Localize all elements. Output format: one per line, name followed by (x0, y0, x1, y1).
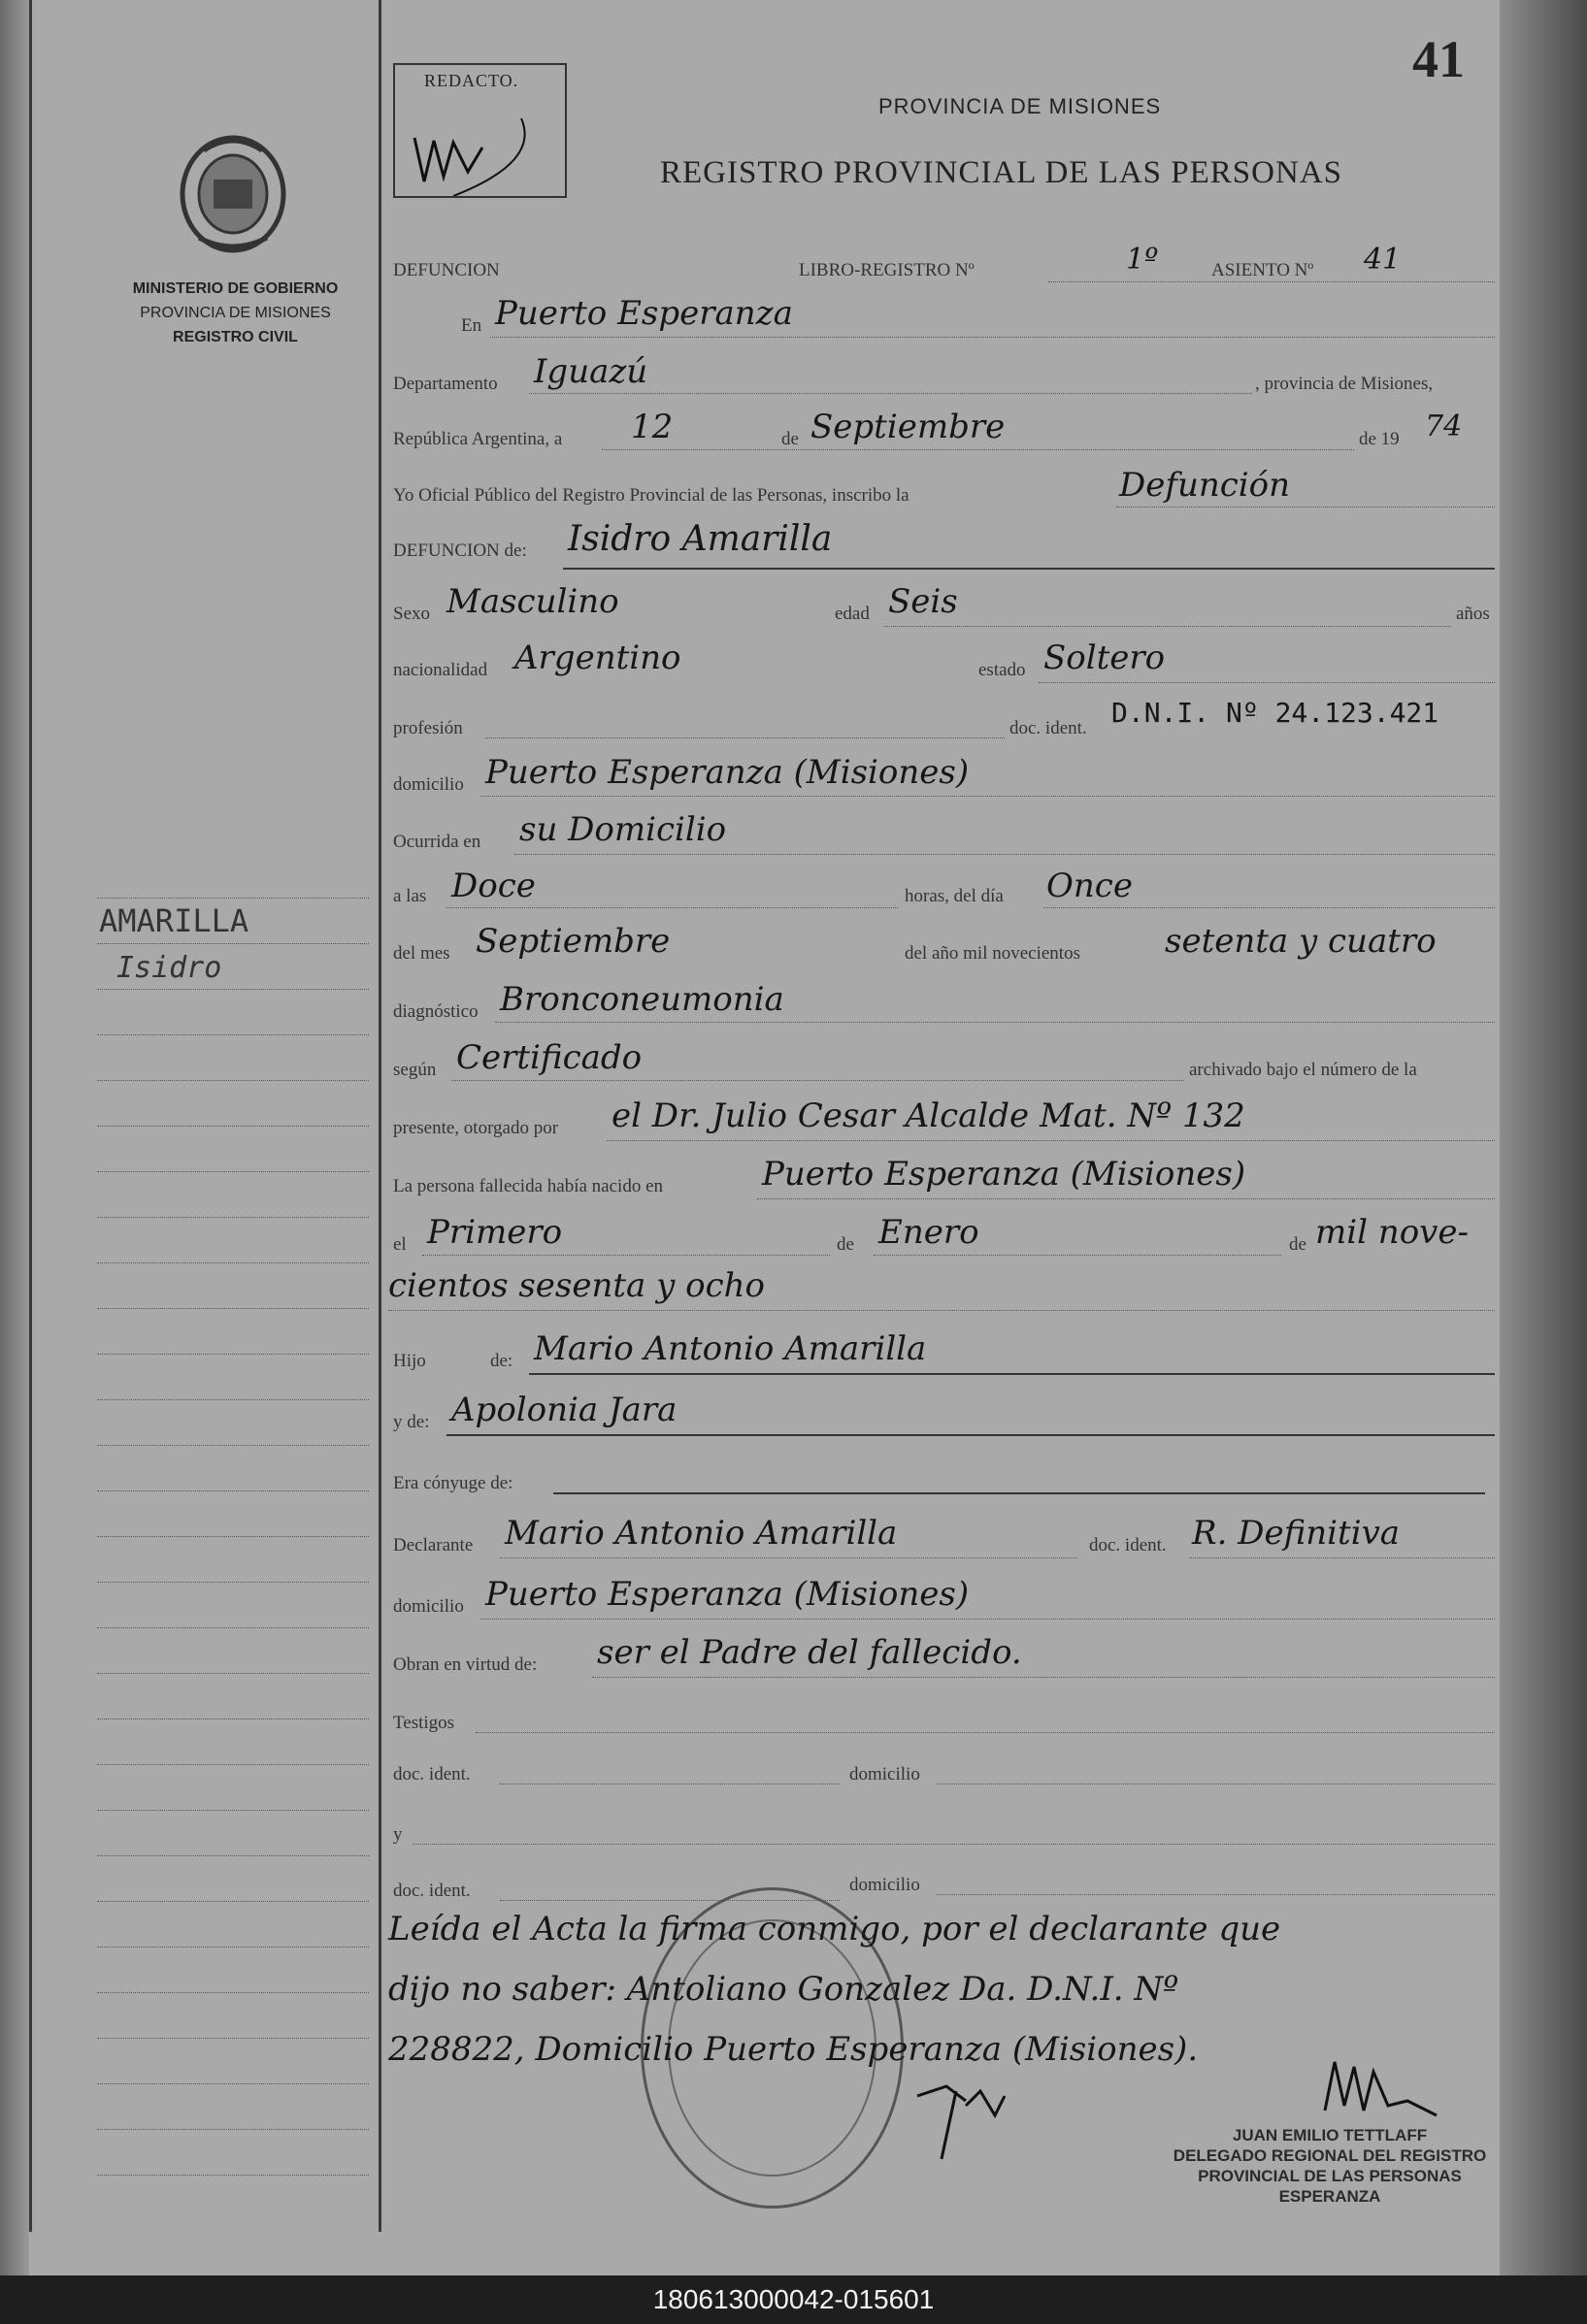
side-given-name: Isidro (116, 951, 222, 985)
rule (937, 1894, 1495, 1895)
rule (1039, 682, 1495, 683)
nacido-value: Puerto Esperanza (Misiones) (762, 1155, 1246, 1194)
y-de-label: y de: (393, 1412, 430, 1432)
rule (529, 393, 1252, 394)
de19-label: de 19 (1359, 429, 1400, 449)
official-location: ESPERANZA (1278, 2187, 1381, 2206)
el-value: Primero (427, 1213, 563, 1252)
margin-rule (97, 989, 369, 990)
official-name-stamp (1165, 2125, 1495, 2207)
official-title: DELEGADO REGIONAL DEL REGISTRO (1173, 2146, 1487, 2165)
rule (495, 1022, 1495, 1023)
declarante-label: Declarante (393, 1535, 474, 1555)
departamento-value: Iguazú (534, 352, 648, 391)
margin-rule (97, 1445, 369, 1446)
el-label: el (393, 1234, 407, 1255)
ocurrida-value: su Domicilio (519, 810, 727, 849)
rule (485, 737, 1005, 738)
margin-rule (97, 1992, 369, 1993)
decl-dom-label: domicilio (393, 1596, 464, 1617)
margin-rule (97, 1764, 369, 1765)
rule (480, 1619, 1495, 1620)
ministry-heading (107, 277, 364, 349)
obran-value: ser el Padre del fallecido. (597, 1633, 1022, 1672)
estado-label: estado (978, 660, 1026, 680)
y-de-value: Apolonia Jara (451, 1391, 678, 1429)
rule (874, 1255, 1281, 1256)
margin-rule (97, 1171, 369, 1172)
rule (757, 1198, 1495, 1199)
obran-label: Obran en virtud de: (393, 1654, 538, 1675)
departamento-label: Departamento (393, 374, 498, 394)
margin-rule (97, 943, 369, 944)
libro-value: 1º (1126, 243, 1159, 277)
margin-rule (97, 1855, 369, 1856)
redacto-signature-icon (395, 65, 565, 196)
margin-rule (97, 1718, 369, 1719)
t1-doc-label: doc. ident. (393, 1764, 471, 1784)
margin-rule (97, 1080, 369, 1081)
binding-edge-line (29, 0, 32, 2232)
margin-rule (97, 1399, 369, 1400)
presente-label: presente, otorgado por (393, 1118, 559, 1138)
margin-rule (97, 1627, 369, 1628)
diagnostico-label: diagnóstico (393, 1001, 479, 1022)
rule (490, 337, 1495, 338)
anio-mil-label: del año mil novecientos (905, 943, 1080, 964)
sexo-label: Sexo (393, 604, 430, 624)
margin-rule (97, 1810, 369, 1811)
margin-rule (97, 2175, 369, 2176)
province-header: PROVINCIA DE MISIONES (878, 94, 1162, 118)
redacto-label: REDACTO. (424, 71, 519, 90)
ministry-line-2: PROVINCIA DE MISIONES (140, 305, 331, 321)
margin-rule (97, 1217, 369, 1218)
presente-value: el Dr. Julio Cesar Alcalde Mat. Nº 132 (612, 1097, 1245, 1135)
ministry-line-1: MINISTERIO DE GOBIERNO (132, 280, 339, 297)
mes-value: Septiembre (810, 408, 1006, 446)
defuncion-type-label: DEFUNCION (393, 260, 500, 280)
segun-value: Certificado (456, 1038, 643, 1077)
rule (500, 1557, 1077, 1558)
rule (514, 854, 1495, 855)
image-id-footer (0, 2275, 1587, 2324)
anios-label: años (1456, 604, 1490, 624)
t2-doc-label: doc. ident. (393, 1881, 471, 1901)
rule (563, 568, 1495, 570)
domicilio-label: domicilio (393, 774, 464, 795)
oficial-value: Defunción (1119, 466, 1291, 505)
rule (388, 1310, 1495, 1311)
continuation-value: cientos sesenta y ocho (388, 1266, 765, 1305)
margin-rule (97, 1126, 369, 1127)
del-mes-label: del mes (393, 943, 450, 964)
domicilio-value: Puerto Esperanza (Misiones) (485, 753, 970, 792)
de3-value: mil nove- (1315, 1213, 1469, 1252)
de-label: de (781, 429, 799, 449)
provincia-suffix: , provincia de Misiones, (1255, 374, 1434, 394)
rule (602, 449, 1354, 450)
margin-rule (97, 1582, 369, 1583)
edad-label: edad (835, 604, 870, 624)
hijo-label: Hijo (393, 1351, 426, 1371)
hijo-value: Mario Antonio Amarilla (534, 1329, 927, 1368)
rule (422, 1255, 830, 1256)
defuncion-de-label: DEFUNCION de: (393, 540, 527, 561)
edad-value: Seis (888, 582, 958, 621)
horas-label: horas, del día (905, 886, 1004, 906)
margin-rule (97, 1490, 369, 1491)
official-name: JUAN EMILIO TETTLAFF (1232, 2126, 1428, 2144)
hijo-de-label: de: (490, 1351, 513, 1371)
margin-rule (97, 1673, 369, 1674)
decl-dom-value: Puerto Esperanza (Misiones) (485, 1575, 970, 1614)
y-label: y (393, 1824, 403, 1845)
margin-rule (97, 1262, 369, 1263)
margin-rule (97, 2038, 369, 2039)
segun-label: según (393, 1060, 437, 1080)
sexo-value: Masculino (446, 582, 619, 621)
de3-label: de (1289, 1234, 1306, 1255)
asiento-value: 41 (1364, 243, 1402, 277)
testigos-label: Testigos (393, 1713, 455, 1733)
en-label: En (461, 315, 482, 336)
margin-rule (97, 2129, 369, 2130)
column-divider (379, 0, 381, 2232)
a-las-label: a las (393, 886, 427, 906)
rule (883, 626, 1451, 627)
margin-rule (97, 1536, 369, 1537)
conyuge-label: Era cónyuge de: (393, 1473, 513, 1493)
rule (451, 1080, 1184, 1081)
declarante-value: Mario Antonio Amarilla (505, 1514, 898, 1553)
rule (480, 796, 1495, 797)
diagnostico-value: Bronconeumonia (500, 980, 784, 1019)
t2-dom-label: domicilio (849, 1875, 920, 1895)
margin-rule (97, 898, 369, 899)
margin-rule (97, 1354, 369, 1355)
libro-label: LIBRO-REGISTRO Nº (799, 260, 975, 280)
anio-mil-value: setenta y cuatro (1165, 922, 1437, 961)
official-registry: PROVINCIAL DE LAS PERSONAS (1198, 2167, 1462, 2185)
de2-value: Enero (878, 1213, 979, 1252)
a-las-value: Doce (451, 867, 536, 905)
asiento-label: ASIENTO Nº (1211, 260, 1314, 280)
doc-ident-value: D.N.I. Nº 24.123.421 (1111, 697, 1439, 729)
rule (607, 1140, 1495, 1141)
oficial-text: Yo Oficial Público del Registro Provincial de las Personas, inscribo la (393, 485, 909, 506)
del-mes-value: Septiembre (476, 922, 671, 961)
anio-value: 74 (1425, 409, 1463, 443)
margin-rule (97, 1901, 369, 1902)
witness-signature-icon (908, 2067, 1024, 2164)
doc-ident-label: doc. ident. (1009, 718, 1087, 738)
profesion-label: profesión (393, 718, 463, 738)
book-right-edge (1500, 0, 1587, 2275)
page-number: 41 (1412, 30, 1465, 88)
nacionalidad-label: nacionalidad (393, 660, 488, 680)
rule (592, 1677, 1495, 1678)
closing-line-2: dijo no saber: Antoliano Gonzalez Da. D.N.I. Nº (388, 1970, 1179, 2009)
closing-line-3: 228822, Domicilio Puerto Esperanza (Misiones). (388, 2030, 1199, 2069)
rule (413, 1844, 1495, 1845)
rule (1048, 281, 1495, 282)
dia-value: 12 (631, 408, 674, 446)
ministry-line-3: REGISTRO CIVIL (173, 329, 298, 345)
margin-rule (97, 2083, 369, 2084)
ocurrida-label: Ocurrida en (393, 832, 481, 852)
decl-doc-label: doc. ident. (1089, 1535, 1167, 1555)
republica-label: República Argentina, a (393, 429, 563, 449)
rule (529, 1373, 1495, 1375)
t1-dom-label: domicilio (849, 1764, 920, 1784)
rule (1043, 907, 1495, 908)
rule (446, 907, 898, 908)
rule (446, 1434, 1495, 1436)
closing-line-1: Leída el Acta la firma conmigo, por el declarante que (388, 1910, 1281, 1948)
decl-doc-value: R. Definitiva (1192, 1514, 1401, 1553)
nacionalidad-value: Argentino (514, 638, 681, 677)
coat-of-arms-seal (175, 131, 291, 257)
redacto-stamp (393, 63, 567, 198)
margin-rule (97, 1308, 369, 1309)
horas-value: Once (1046, 867, 1133, 905)
registry-header: REGISTRO PROVINCIAL DE LAS PERSONAS (660, 155, 1343, 190)
nacido-label: La persona fallecida había nacido en (393, 1176, 663, 1196)
margin-rule (97, 1947, 369, 1948)
footer-id: 180613000042-015601 (652, 2284, 935, 2314)
archivado-label: archivado bajo el número de la (1189, 1060, 1417, 1080)
rule (553, 1492, 1485, 1494)
side-surname: AMARILLA (99, 902, 249, 939)
rule (1189, 1557, 1495, 1558)
estado-value: Soltero (1043, 638, 1166, 677)
book-binding (0, 0, 29, 2275)
defuncion-de-value: Isidro Amarilla (568, 519, 833, 559)
margin-rule (97, 1034, 369, 1035)
de2-label: de (837, 1234, 854, 1255)
rule (476, 1732, 1495, 1733)
en-value: Puerto Esperanza (495, 294, 793, 333)
